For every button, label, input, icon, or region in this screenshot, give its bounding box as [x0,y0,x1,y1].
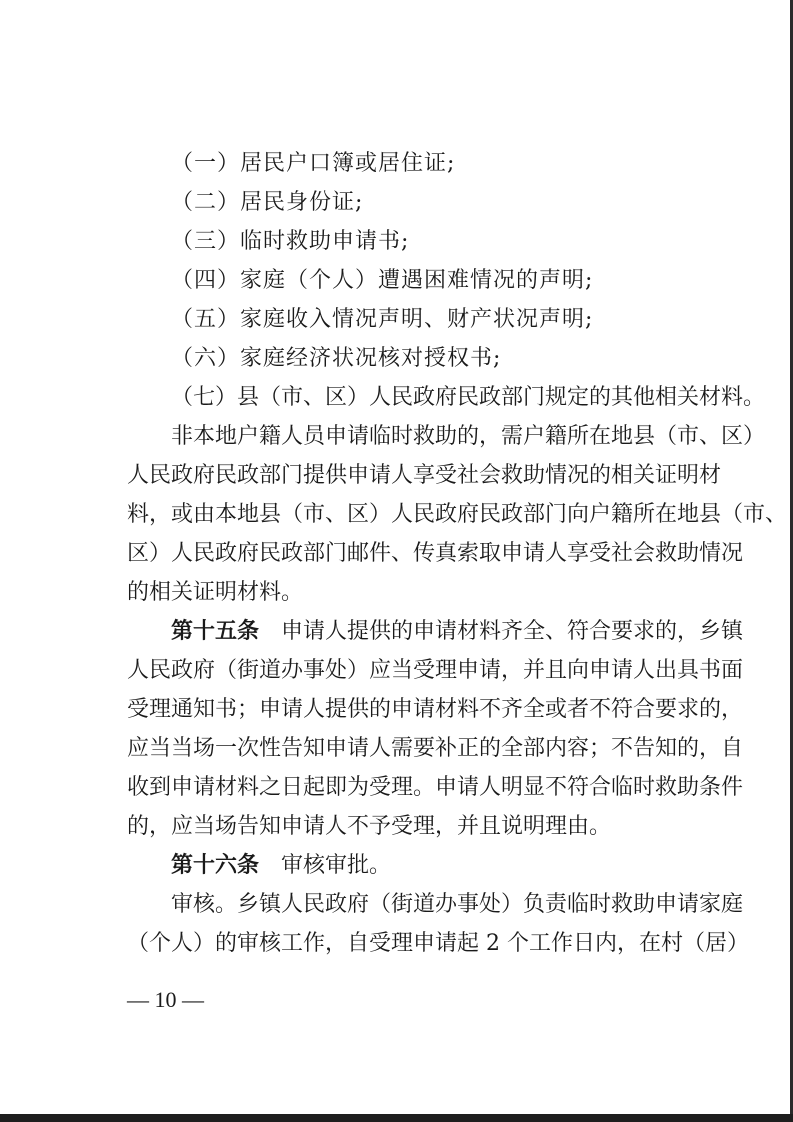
article-15-first-line [127,612,744,651]
nonlocal-paragraph-line-3: 料，或由本地县（市、区）人民政府民政部门向户籍所在地县（市、 [127,502,788,527]
article-15-line-2: 人民政府（街道办事处）应当受理申请，并且向申请人出具书面 [127,658,744,683]
article-15-first-text: 申请人提供的申请材料齐全、符合要求的，乡镇 [281,619,744,644]
article-15-line-4: 应当当场一次性告知申请人需要补正的全部内容；不告知的，自 [127,736,744,761]
scan-edge-bottom [0,1114,793,1122]
list-item-7: （七）县（市、区）人民政府民政部门规定的其他相关材料。 [171,385,766,410]
article-16-heading: 第十六条 [171,852,260,878]
page-number: — 10 — [127,987,204,1012]
article-16-first-text: 审核审批。 [281,853,392,878]
list-item-3: （三）临时救助申请书; [171,229,410,254]
article-15-line-5: 收到申请材料之日起即为受理。申请人明显不符合临时救助条件 [127,775,744,800]
review-paragraph-line-2: （个人）的审核工作，自受理申请起 2 个工作日内，在村（居） [127,931,749,956]
list-item-1: （一）居民户口簿或居住证; [171,151,456,176]
review-paragraph-line-1: 审核。乡镇人民政府（街道办事处）负责临时救助申请家庭 [171,892,744,917]
nonlocal-paragraph-line-1: 非本地户籍人员申请临时救助的，需户籍所在地县（市、区） [171,424,766,449]
article-15-heading: 第十五条 [171,618,260,644]
article-15-line-3: 受理通知书；申请人提供的申请材料不齐全或者不符合要求的， [127,697,744,722]
list-item-2: （二）居民身份证; [171,190,364,215]
list-item-6: （六）家庭经济状况核对授权书; [171,346,502,371]
nonlocal-paragraph-line-5: 的相关证明材料。 [127,580,304,605]
nonlocal-paragraph-line-2: 人民政府民政部门提供申请人享受社会救助情况的相关证明材 [127,463,722,488]
article-16-first-line [127,846,697,885]
nonlocal-paragraph-line-4: 区）人民政府民政部门邮件、传真索取申请人享受社会救助情况 [127,541,744,566]
list-item-4: （四）家庭（个人）遭遇困难情况的声明; [171,268,594,293]
article-15-line-6: 的，应当场告知申请人不予受理，并且说明理由。 [127,814,612,839]
page-content [127,144,788,963]
list-item-5: （五）家庭收入情况声明、财产状况声明; [171,307,594,332]
